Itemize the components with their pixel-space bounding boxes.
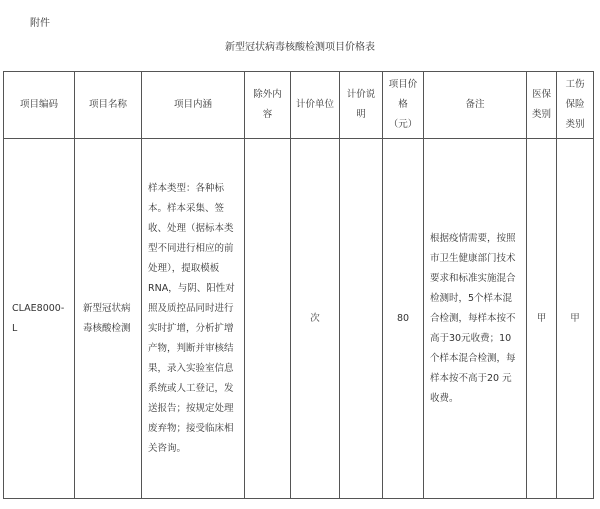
cell-name: 新型冠状病毒核酸检测 — [75, 139, 142, 499]
header-unit: 计价单位 — [291, 72, 340, 139]
page-title: 新型冠状病毒核酸检测项目价格表 — [225, 42, 375, 53]
cell-unit: 次 — [291, 139, 340, 499]
cell-price: 80 — [383, 139, 424, 499]
attachment-label: 附件 — [30, 18, 50, 29]
price-table — [3, 71, 594, 499]
header-name: 项目名称 — [75, 72, 142, 139]
header-injury-insurance: 工伤保险类别 — [557, 72, 594, 139]
cell-pricing-note — [340, 139, 383, 499]
header-row — [4, 72, 594, 139]
header-content: 项目内涵 — [142, 72, 245, 139]
cell-medical-insurance: 甲 — [527, 139, 557, 499]
header-exclusions: 除外内容 — [245, 72, 291, 139]
cell-exclusions — [245, 139, 291, 499]
table-row — [4, 139, 594, 499]
cell-content: 样本类型：各种标本。样本采集、签收、处理（据标本类型不同进行相应的前处理），提取模板RNA，与阴、阳性对照及质控品同时进行实时扩增，分析扩增产物，判断并审核结果，录入实验室信息系统或人工登记，发送报告；按规定处理废弃物；接受临床相关咨询。 — [142, 139, 245, 499]
header-remark: 备注 — [424, 72, 527, 139]
header-code: 项目编码 — [4, 72, 75, 139]
header-price: 项目价格（元） — [383, 72, 424, 139]
header-medical-insurance: 医保类别 — [527, 72, 557, 139]
cell-injury-insurance: 甲 — [557, 139, 594, 499]
cell-remark: 根据疫情需要，按照市卫生健康部门技术要求和标准实施混合检测时，5个样本混合检测，每样本按不高于30元收费；10个样本混合检测，每样本按不高于20 元收费。 — [424, 139, 527, 499]
header-pricing-note: 计价说明 — [340, 72, 383, 139]
cell-code: CLAE8000-L — [4, 139, 75, 499]
